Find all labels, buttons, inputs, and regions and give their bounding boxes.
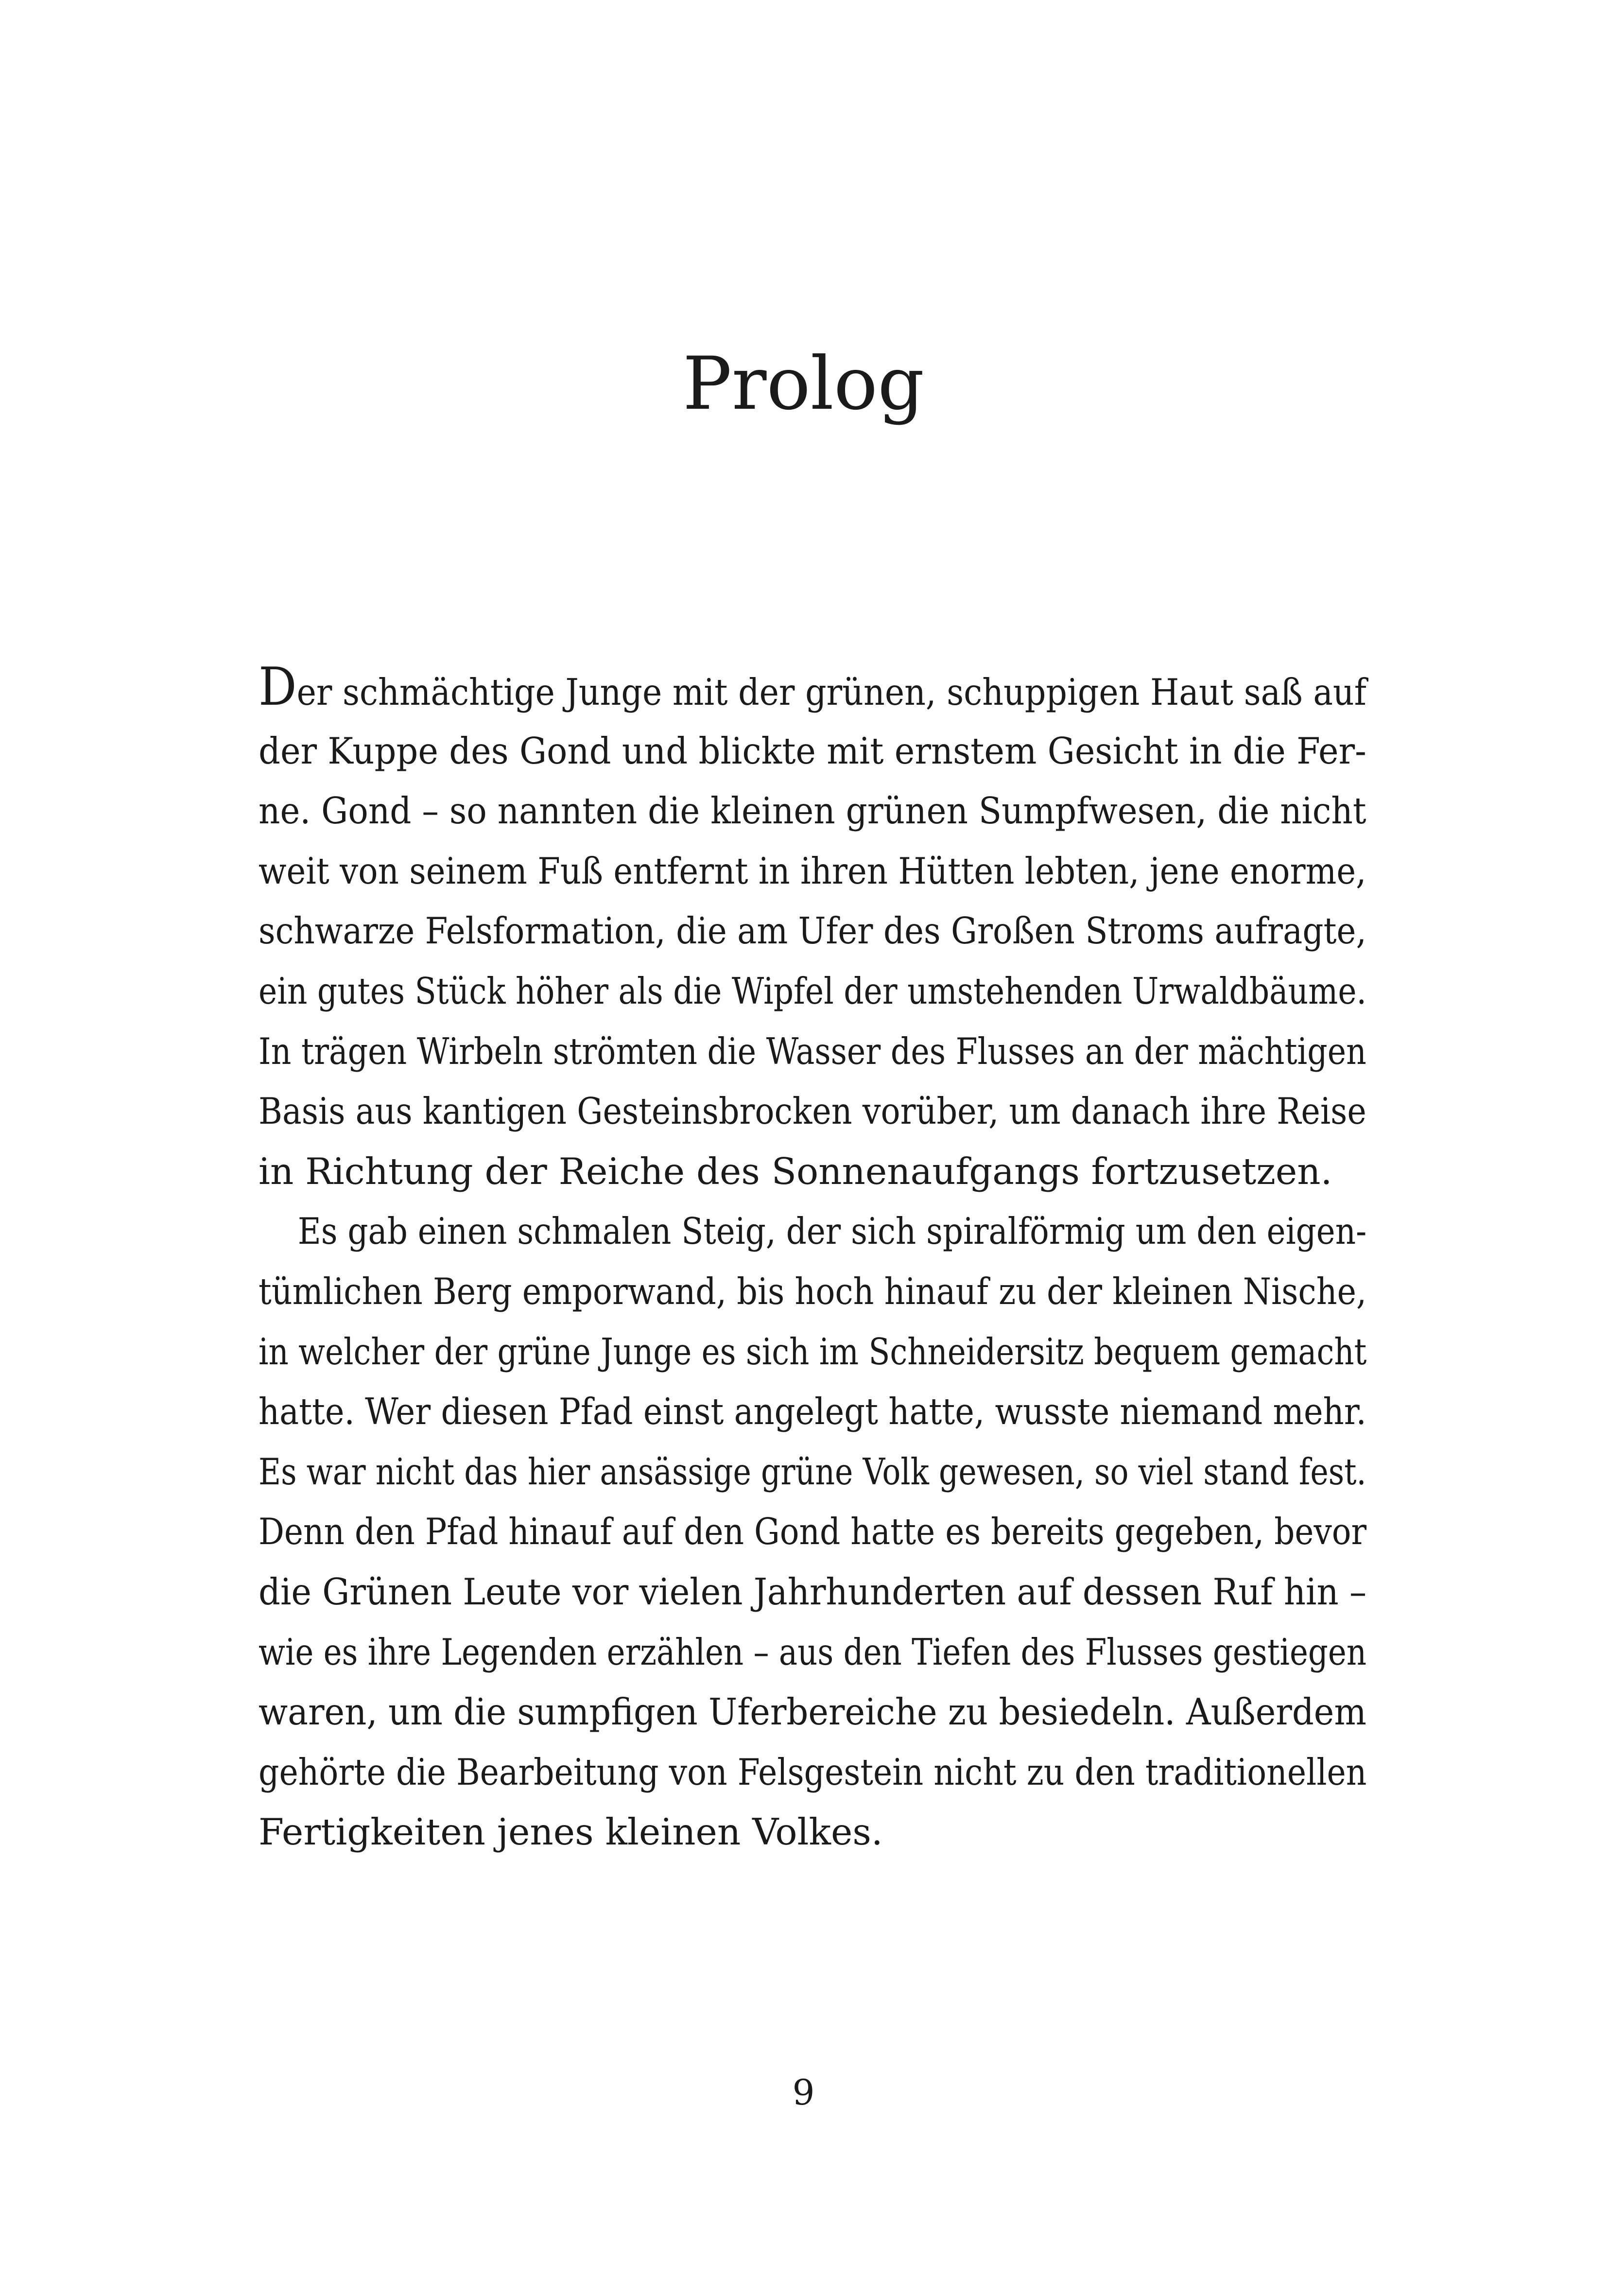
text-line: hatte. Wer diesen Pfad einst angelegt hatte, wusste niemand mehr. (259, 1390, 1366, 1433)
text-line: Basis aus kantigen Gesteinsbrocken vorüber, um danach ihre Reise (259, 1090, 1366, 1133)
text-line: Fertigkeiten jenes kleinen Volkes. (259, 1810, 883, 1854)
text-line: tümlichen Berg emporwand, bis hoch hinauf zu der kleinen Nische, (259, 1270, 1367, 1313)
text-line: in Richtung der Reiche des Sonnenaufgangs fortzusetzen. (259, 1149, 1332, 1193)
chapter-body (259, 657, 1367, 1862)
text-line: der Kuppe des Gond und blickte mit ernstem Gesicht in die Fer- (259, 729, 1366, 772)
text-line: die Grünen Leute vor vielen Jahrhunderten auf dessen Ruf hin – (259, 1570, 1367, 1613)
text-line: schwarze Felsformation, die am Ufer des Großen Stroms aufragte, (259, 909, 1366, 953)
text-line: in welcher der grüne Junge es sich im Schneidersitz bequem gemacht (259, 1330, 1367, 1373)
text-line-content: er schmächtige Junge mit der grünen, schuppigen Haut saß auf (296, 671, 1366, 713)
chapter-title: Prolog (682, 342, 925, 426)
drop-cap: D (259, 657, 297, 717)
text-line: ne. Gond – so nannten die kleinen grünen Sumpfwesen, die nicht (259, 789, 1366, 833)
text-line: weit von seinem Fuß entfernt in ihren Hütten lebten, jene enorme, (259, 849, 1366, 892)
text-line: In trägen Wirbeln strömten die Wasser des Flusses an der mächtigen (259, 1029, 1366, 1073)
text-line: waren, um die sumpfigen Uferbereiche zu besiedeln. Außerdem (259, 1690, 1366, 1734)
text-line (259, 657, 1366, 721)
text-line: gehörte die Bearbeitung von Felsgestein nicht zu den traditionellen (259, 1750, 1367, 1793)
text-line: Denn den Pfad hinauf auf den Gond hatte es bereits gegeben, bevor (259, 1510, 1367, 1553)
paragraph-first-line: Es gab einen schmalen Steig, der sich spiralförmig um den eigen- (297, 1210, 1367, 1253)
page-number: 9 (792, 2072, 815, 2113)
text-line: Es war nicht das hier ansässige grüne Volk gewesen, so viel stand fest. (259, 1450, 1366, 1493)
text-line: wie es ihre Legenden erzählen – aus den Tiefen des Flusses gestiegen (259, 1630, 1367, 1673)
text-line: ein gutes Stück höher als die Wipfel der umstehenden Urwaldbäume. (259, 969, 1367, 1012)
